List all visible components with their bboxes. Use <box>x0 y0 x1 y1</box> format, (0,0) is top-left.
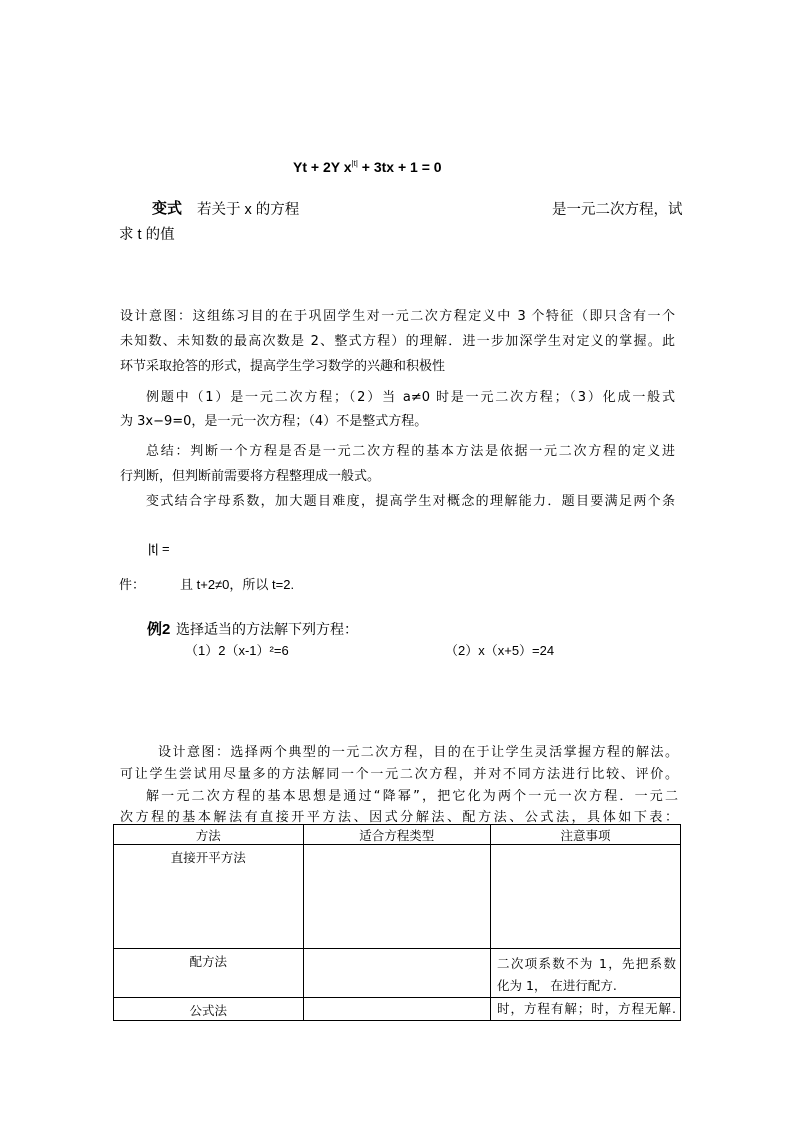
table-row <box>114 845 681 949</box>
row-method: 配方法 <box>114 949 304 998</box>
equation-right: + 3tx + 1 = 0 <box>357 159 442 175</box>
design1-line-2: 未知数、未知数的最高次数是 2、整式方程）的理解．进一步加深学生对定义的掌握。此 <box>120 334 675 349</box>
note-line: 时，方程有解；时，方程无解. <box>497 1001 676 1016</box>
abs-t-label: |t| = <box>148 541 170 556</box>
variant-label: 变式 <box>152 200 183 217</box>
table-row <box>114 998 681 1021</box>
row-note <box>491 949 681 998</box>
variant-text-3: 求 t 的值 <box>119 227 175 243</box>
example-note-line-1: 例题中（1）是一元二次方程；（2）当 a≠0 时是一元二次方程；（3）化成一般式 <box>146 390 675 405</box>
methods-table <box>113 824 681 1021</box>
equation <box>293 159 442 175</box>
design2-line-1: 设计意图：选择两个典型的一元二次方程，目的在于让学生灵活掌握方程的解法。 <box>158 745 678 760</box>
example2-item-1: （1）2（x-1）²=6 <box>185 643 289 658</box>
design2-line-4: 次方程的基本解法有直接开平方法、因式分解法、配方法、公式法，具体如下表： <box>120 810 678 825</box>
variant-text-1: 若关于 x 的方程 <box>197 202 300 218</box>
header-method: 方法 <box>114 825 304 845</box>
design1-line-1: 设计意图：这组练习目的在于巩固学生对一元二次方程定义中 3 个特征（即只含有一个 <box>120 309 675 324</box>
design2-line-3: 解一元二次方程的基本思想是通过“降幂”，把它化为两个一元一次方程．一元二 <box>146 789 678 804</box>
row-method: 公式法 <box>114 998 304 1021</box>
row-type <box>303 845 491 949</box>
summary-line-2: 行判断，但判断前需要将方程整理成一般式。 <box>120 469 381 484</box>
equation-exponent: |t| <box>351 159 358 168</box>
row-note <box>491 998 681 1021</box>
note-line: 化为 1， 在进行配方. <box>497 978 617 993</box>
condition-prefix: 件： <box>119 578 146 593</box>
condition-text: 且 t+2≠0，所以 t=2. <box>180 577 295 592</box>
row-type <box>303 949 491 998</box>
header-notes: 注意事项 <box>491 825 681 845</box>
example-note-line-2: 为 3x−9=0，是一元一次方程；（4）不是整式方程。 <box>120 414 428 429</box>
design1-line-3: 环节采取抢答的形式，提高学生学习数学的兴趣和积极性 <box>120 359 446 374</box>
header-type: 适合方程类型 <box>303 825 491 845</box>
variant-note-line: 变式结合字母系数，加大题目难度，提高学生对概念的理解能力．题目要满足两个条 <box>146 494 675 509</box>
equation-left: Yt + 2Y x <box>293 159 352 175</box>
row-method: 直接开平方法 <box>114 845 304 949</box>
summary-line-1: 总结：判断一个方程是否是一元二次方程的基本方法是依据一元二次方程的定义进 <box>146 444 675 459</box>
example2-item-2: （2）x（x+5）=24 <box>445 643 555 658</box>
example2-label: 例2 <box>147 621 171 638</box>
variant-text-2: 是一元二次方程，试 <box>552 202 683 218</box>
table-row <box>114 949 681 998</box>
design2-line-2: 可让学生尝试用尽量多的方法解同一个一元二次方程，并对不同方法进行比较、评价。 <box>120 767 678 782</box>
row-note <box>491 845 681 949</box>
table-header-row <box>114 825 681 845</box>
example2-prompt: 选择适当的方法解下列方程： <box>176 621 358 637</box>
row-type <box>303 998 491 1021</box>
note-line: 二次项系数不为 1，先把系数 <box>497 956 676 971</box>
